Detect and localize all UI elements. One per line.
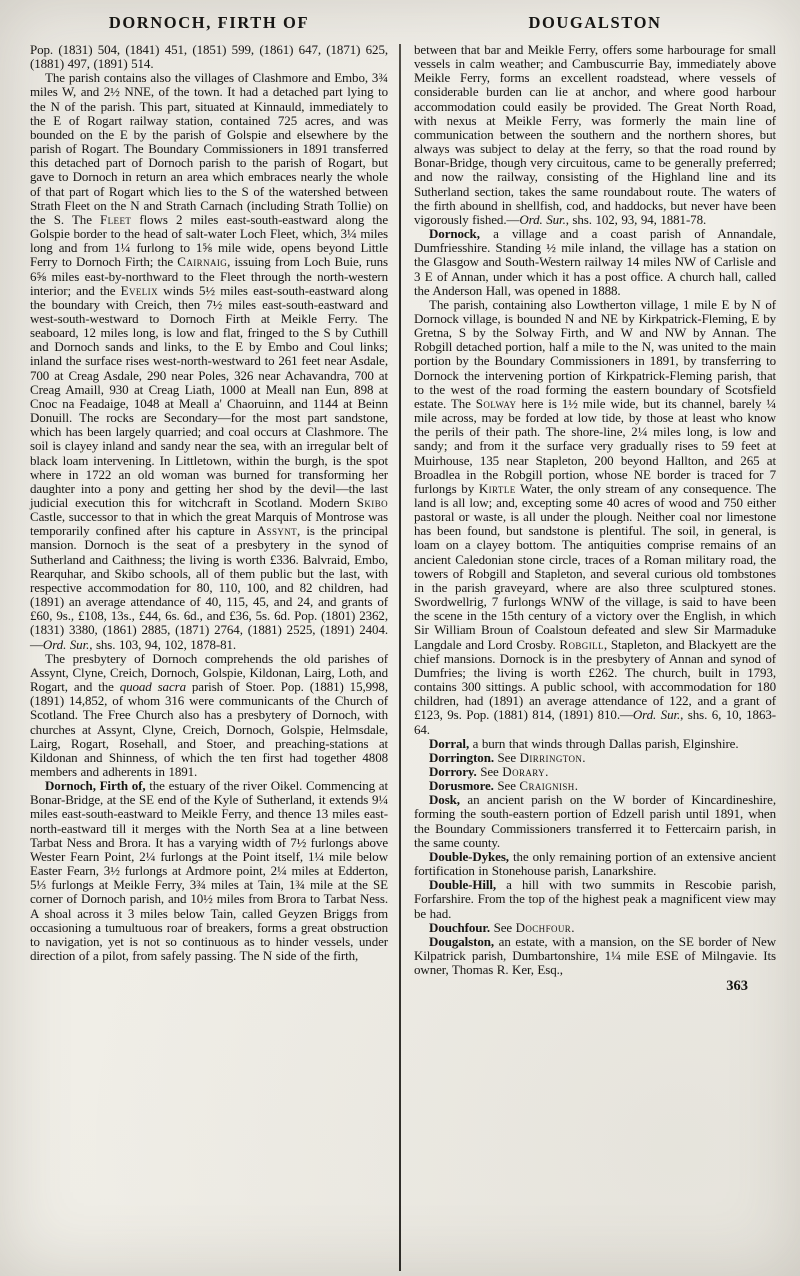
paragraph: Dornock, a village and a coast parish of Annandale, Dumfriesshire. Standing ½ mile inland, the village has a station on the Glasgow and South-Western railway 14 miles NW of Carlisle and 3 E of Annan, under which it has a post office. A church hall, called the Anderson Hall, was opened in 1888. [414,226,776,298]
paragraph: Dorusmore. See Craignish. [429,778,578,794]
paragraph: Pop. (1831) 504, (1841) 451, (1851) 599, (1861) 647, (1871) 625, (1881) 497, (1891) 514. [30,42,388,72]
paragraph: Dorrory. See Dorary. [429,763,549,779]
right-running-head: DOUGALSTON [528,13,662,32]
paragraph: The parish, containing also Lowtherton village, 1 mile E by N of Dornock village, is bounded N and NE by Kirkpatrick-Fleming, E by Gretna, S by the Solway Firth, and W and NW by Annan. The Robgill detached portion, half a mile to the N, was united to the main portion by the Boundary Commissioners in 1891, by transferring to Dornock the intervening portion of Kirkpatrick-Fleming parish, that to the west of the road forming the eastern boundary of Scotsfield estate. The Solway here is 1½ mile wide, but its channel, barely ¼ mile across, may be forded at low tide, by those at least who know the perils of their path. The shore-line, 2¼ miles long, is low and sandy; and from it the surface very gradually rises to 59 feet at Muirhouse, 135 near Stapleton, 200 beyond Hallton, and 265 at Broadlea in the Robgill portion, whose NE border is traced for 7 furlongs by Kirtle Water, the only stream of any consequence. The land is all low; and, excepting some 40 acres of wood and 750 either pastoral or waste, is all under the plough. Neither coal nor limestone has been found, but sandstone is plentiful. The soil, in general, is loam on a clayey bottom. The antiquities comprise remains of an ancient Caledonian stone circle, traces of a Roman military road, the towers of Robgill and Stapleton, and several curious old tombstones in the parish graveyard, where are also three sculptured stones. Swordwellrig, 7 furlongs WNW of the village, is said to have been the scene in the 15th century of a victory over the English, in which Sir William Broun of Coalstoun defeated and slew Sir Marmaduke Langdale and Lord Crosby. Robgill, Stapleton, and Blackyett are the chief mansions. Dornock is in the presbytery of Annan and synod of Dumfries; the living is worth £262. The church, built in 1793, contains 300 sittings. A public school, with accommodation for 180 children, had (1891) an average attendance of 122, and a grant of £123, 9s. Pop. (1881) 814, (1891) 810.—Ord. Sur., shs. 6, 10, 1863-64. [414,296,776,737]
paragraph: Double-Hill, a hill with two summits in Rescobie parish, Forfarshire. From the top of the highest peak a magnificent view may be had. [414,877,776,921]
paragraph: between that bar and Meikle Ferry, offers some harbourage for small vessels in calm weather; and Cambuscurrie Bay, immediately above Meikle Ferry, forms an excellent roadstead, where vessels of considerable burden can lie at anchor, and where good harbour accommodation could easily be provided. The Great North Road, with nexus at Meikle Ferry, was formerly the main line of communication between the southern and the northern shores, but always was subject to delay at the ferry, so that the road round by Bonar-Bridge, though very circuitous, came to be generally preferred; and now the railway, consisting of the Highland line and its Sutherland section, takes the same roundabout route. The waters of the firth abound in shellfish, cod, and haddocks, but never have been vigorously fished.—Ord. Sur., shs. 102, 93, 94, 1881-78. [414,42,776,227]
paragraph: Douchfour. See Dochfour. [429,919,575,935]
paragraph: Dornoch, Firth of, the estuary of the river Oikel. Commencing at Bonar-Bridge, at the SE end of the Kyle of Sutherland, it extends 9¼ miles east-south-eastward to Meikle Ferry, and thence 13 miles east-north-eastward till it merges with the North Sea at a line between Tarbat Ness and Brora. It has a varying width of 7½ furlongs above Wester Fearn Point, 2¼ furlongs at the Point itself, 1¼ mile below Easter Fearn, 3½ furlongs at Ardmore point, 2¼ miles at Edderton, 5⅓ furlongs at Meikle Ferry, 3¾ miles at Tain, 1¾ mile at the SE corner of Dornoch parish, and 10½ miles from Brora to Tarbat Ness. A shoal across it 3 miles below Tain, called Geyzen Briggs from occasioning a tumultuous roar of breakers, forms a great obstruction to navigation, yet is not so continuous as to hinder vessels, under direction of a pilot, from safely passing. The N side of the firth, [30,778,388,963]
right-column [400,43,800,994]
paragraph: The parish contains also the villages of Clashmore and Embo, 3¾ miles W, and 2½ NNE, of the town. It had a detached part lying to the N of the parish. This part, situated at Kinnauld, immediately to the E of Rogart railway station, contained 725 acres, and was bounded on the E by the parish of Golspie and elsewhere by the parish of Rogart. The Boundary Commissioners in 1891 transferred this detached part of Dornoch parish to the parish of Rogart, but gave to Dornoch in return an area which embraces nearly the whole of that part of Rogart which lies to the S of the watershed between Strath Fleet on the N and Strath Carnach (including Strath Tollie) on the S. The Fleet flows 2 miles east-south-eastward along the Golspie border to the head of salt-water Loch Fleet, which, 3¼ miles long and from 1¼ furlong to 1⅝ mile wide, opens beyond Little Ferry to Dornoch Firth; the Cairnaig, issuing from Loch Buie, runs 6⅝ miles east-by-northward to the Fleet through the north-western interior; and the Evelix winds 5½ miles east-south-eastward along the boundary with Creich, then 7½ miles east-south-eastward and west-south-westward to Dornoch Firth at Meikle Ferry. The seaboard, 12 miles long, is low and flat, fringed to the S by Cuthill and Dornoch sands and links, to the E by Embo and Coul links; inland the surface rises west-north-westward to 261 feet near Asdale, 700 at Creag Asdale, 290 near Poles, 326 near Achavandra, 700 at Creag Amaill, 930 at Creag Liath, 1000 at Meall nan Eun, 898 at Cnoc na Feadaige, 1048 at Meall a' Chaoruinn, and 1144 at Beinn Donuill. The rocks are Secondary—for the most part sandstone, which has been largely quarried; and coal occurs at Clashmore. The soil is clayey inland and sandy near the sea, with an irregular belt of black loam intervening. In Littletown, within the burgh, is the spot where in 1722 an old woman was burned for transforming her daughter into a pony and getting her shod by the devil—the last judicial execution this for witchcraft in Scotland. Modern Skibo Castle, successor to that in which the great Marquis of Montrose was temporarily confined after his capture in Assynt, is the principal mansion. Dornoch is the seat of a presbytery in the synod of Sutherland and Caithness; the living is worth £336. Balvraid, Embo, Rearquhar, and Skibo schools, all of them public but the last, with respective accommodation for 80, 110, 100, and 82 children, had (1891) an average attendance of 40, 115, 45, and 24, and grants of £60, 9s., £108, 13s., £44, 6s. 6d., and £36, 5s. 6d. Pop. (1801) 2362, (1831) 3380, (1861) 2885, (1871) 2764, (1881) 2525, (1891) 2404.—Ord. Sur., shs. 103, 94, 102, 1878-81. [30,70,388,652]
page-number: 363 [726,978,748,995]
left-column [0,43,400,994]
running-heads [0,0,800,33]
paragraph: Dorral, a burn that winds through Dallas parish, Elginshire. [429,735,739,751]
paragraph: Double-Dykes, the only remaining portion of an extensive ancient fortification in Stonehouse parish, Lanarkshire. [414,848,776,879]
paragraph: Dougalston, an estate, with a mansion, on the SE border of New Kilpatrick parish, Dumbartonshire, 1¼ mile ESE of Milngavie. Its owner, Thomas R. Ker, Esq., [414,933,776,978]
paragraph: The presbytery of Dornoch comprehends the old parishes of Assynt, Clyne, Creich, Dornoch, Golspie, Kildonan, Lairg, Loth, and Rogart, and the quoad sacra parish of Stoer. Pop. (1881) 15,998, (1891) 14,852, of whom 316 were communicants of the Church of Scotland. The Free Church also has a presbytery of Dornoch, with churches at Assynt, Clyne, Creich, Dornoch, Golspie, Helmsdale, Lairg, Rogart, Rosehall, and Stoer, and preaching-stations at Kildonan and Shinness, of which the ten first had together 4808 members and adherents in 1891. [30,650,388,779]
left-column-text [30,43,388,963]
left-running-head: DORNOCH, FIRTH OF [108,13,310,32]
column-rule [399,44,401,1271]
right-column-text [414,43,776,977]
paragraph: Dosk, an ancient parish on the W border of Kincardineshire, forming the south-eastern portion of Edzell parish until 1891, when the Boundary Commissioners transferred it to Fettercairn parish, in the same county. [414,792,776,850]
paragraph: Dorrington. See Dirrington. [429,749,586,765]
